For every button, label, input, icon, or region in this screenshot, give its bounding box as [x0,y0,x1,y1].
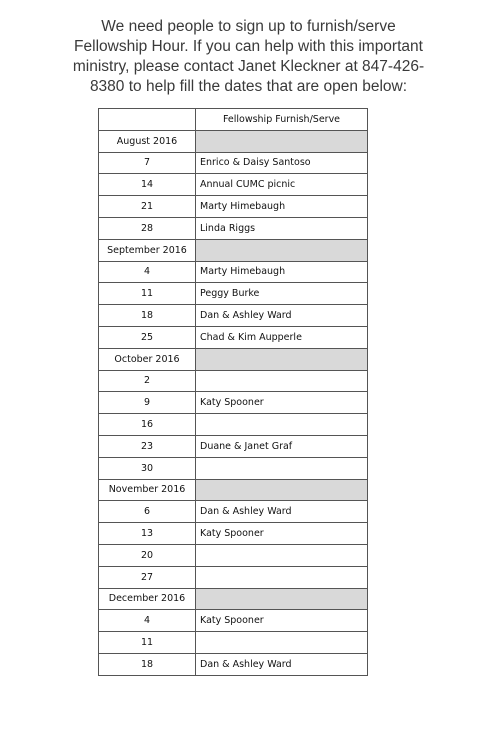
table-row [99,544,368,566]
assignee-cell: Duane & Janet Graf [196,435,368,457]
month-label: December 2016 [99,588,196,610]
table-row [99,283,368,305]
date-cell: 18 [99,305,196,327]
date-cell: 11 [99,632,196,654]
signup-table-body [99,109,368,676]
signup-table [98,108,368,676]
assignee-cell [196,544,368,566]
table-row [99,217,368,239]
assignee-cell: Dan & Ashley Ward [196,653,368,675]
assignee-cell [196,632,368,654]
month-shaded-cell [196,239,368,261]
table-row [99,610,368,632]
month-row [99,239,368,261]
date-cell: 13 [99,523,196,545]
date-cell: 2 [99,370,196,392]
month-label: October 2016 [99,348,196,370]
date-cell: 28 [99,217,196,239]
date-cell: 4 [99,261,196,283]
date-cell: 9 [99,392,196,414]
month-shaded-cell [196,588,368,610]
date-cell: 21 [99,196,196,218]
assignee-column-header: Fellowship Furnish/Serve [196,109,368,131]
assignee-cell: Peggy Burke [196,283,368,305]
month-shaded-cell [196,130,368,152]
date-cell: 27 [99,566,196,588]
date-cell: 16 [99,414,196,436]
date-cell: 25 [99,326,196,348]
month-shaded-cell [196,348,368,370]
assignee-cell: Dan & Ashley Ward [196,501,368,523]
intro-line: 8380 to help fill the dates that are open below: [89,78,408,95]
table-row [99,392,368,414]
table-row [99,653,368,675]
assignee-cell: Chad & Kim Aupperle [196,326,368,348]
month-label: August 2016 [99,130,196,152]
date-cell: 23 [99,435,196,457]
month-row [99,130,368,152]
assignee-cell [196,566,368,588]
month-label: September 2016 [99,239,196,261]
date-cell: 20 [99,544,196,566]
month-row [99,348,368,370]
table-row [99,305,368,327]
intro-line: ministry, please contact Janet Kleckner at 847-426- [72,58,425,75]
assignee-cell: Katy Spooner [196,523,368,545]
table-row [99,566,368,588]
date-cell: 6 [99,501,196,523]
date-cell: 4 [99,610,196,632]
assignee-cell: Dan & Ashley Ward [196,305,368,327]
table-header-row [99,109,368,131]
table-row [99,370,368,392]
date-cell: 30 [99,457,196,479]
assignee-cell: Katy Spooner [196,610,368,632]
assignee-cell: Linda Riggs [196,217,368,239]
assignee-cell: Marty Himebaugh [196,196,368,218]
intro-line: We need people to sign up to furnish/serve [101,18,396,35]
table-row [99,261,368,283]
month-label: November 2016 [99,479,196,501]
table-row [99,174,368,196]
table-row [99,457,368,479]
date-cell: 18 [99,653,196,675]
date-cell: 7 [99,152,196,174]
table-row [99,196,368,218]
table-row [99,414,368,436]
assignee-cell: Katy Spooner [196,392,368,414]
table-row [99,632,368,654]
date-cell: 11 [99,283,196,305]
intro-paragraph [40,17,457,97]
assignee-cell: Enrico & Daisy Santoso [196,152,368,174]
table-row [99,326,368,348]
table-row [99,501,368,523]
month-row [99,588,368,610]
assignee-cell: Marty Himebaugh [196,261,368,283]
assignee-cell [196,370,368,392]
assignee-cell: Annual CUMC picnic [196,174,368,196]
intro-line: Fellowship Hour. If you can help with this important [74,38,423,55]
table-row [99,523,368,545]
date-cell: 14 [99,174,196,196]
assignee-cell [196,414,368,436]
assignee-cell [196,457,368,479]
table-row [99,435,368,457]
table-row [99,152,368,174]
month-row [99,479,368,501]
date-column-header [99,109,196,131]
month-shaded-cell [196,479,368,501]
